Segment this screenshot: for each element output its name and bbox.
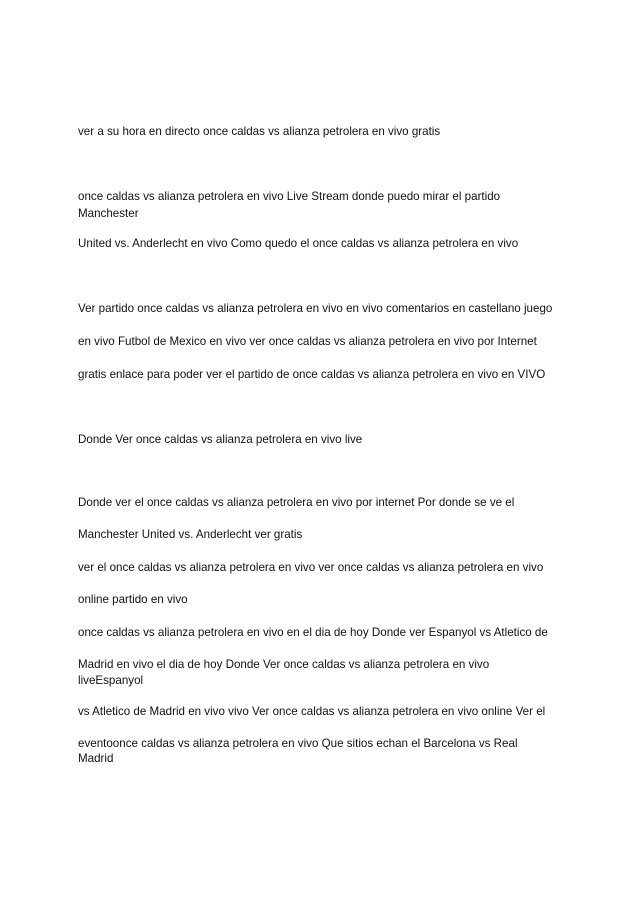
text-line: online partido en vivo xyxy=(78,593,188,606)
text-line: Madrid xyxy=(78,752,114,765)
text-line: Madrid en vivo el dia de hoy Donde Ver once caldas vs alianza petrolera en vivo xyxy=(78,658,490,671)
text-line: ver el once caldas vs alianza petrolera en vivo ver once caldas vs alianza petrolera en vivo xyxy=(78,561,544,574)
text-line: en vivo Futbol de Mexico en vivo ver once caldas vs alianza petrolera en vivo por Internet xyxy=(78,335,537,348)
text-line: vs Atletico de Madrid en vivo vivo Ver once caldas vs alianza petrolera en vivo online Ver el xyxy=(78,705,546,718)
text-line: ver a su hora en directo once caldas vs alianza petrolera en vivo gratis xyxy=(78,125,441,138)
text-line: United vs. Anderlecht en vivo Como quedo el once caldas vs alianza petrolera en vivo xyxy=(78,237,519,250)
text-line: Manchester United vs. Anderlecht ver gratis xyxy=(78,528,303,541)
text-line: Donde ver el once caldas vs alianza petrolera en vivo por internet Por donde se ve el xyxy=(78,496,515,509)
text-line: once caldas vs alianza petrolera en vivo Live Stream donde puedo mirar el partido xyxy=(78,190,501,203)
text-line: eventoonce caldas vs alianza petrolera en vivo Que sitios echan el Barcelona vs Real xyxy=(78,737,518,750)
text-line: once caldas vs alianza petrolera en vivo en el dia de hoy Donde ver Espanyol vs Atletico de xyxy=(78,626,548,639)
text-line: Manchester xyxy=(78,207,139,220)
text-line: gratis enlace para poder ver el partido de once caldas vs alianza petrolera en vivo en VIVO xyxy=(78,368,546,381)
text-line: Donde Ver once caldas vs alianza petrolera en vivo live xyxy=(78,433,363,446)
text-line: liveEspanyol xyxy=(78,674,144,687)
text-line: Ver partido once caldas vs alianza petrolera en vivo en vivo comentarios en castellano juego xyxy=(78,302,553,315)
